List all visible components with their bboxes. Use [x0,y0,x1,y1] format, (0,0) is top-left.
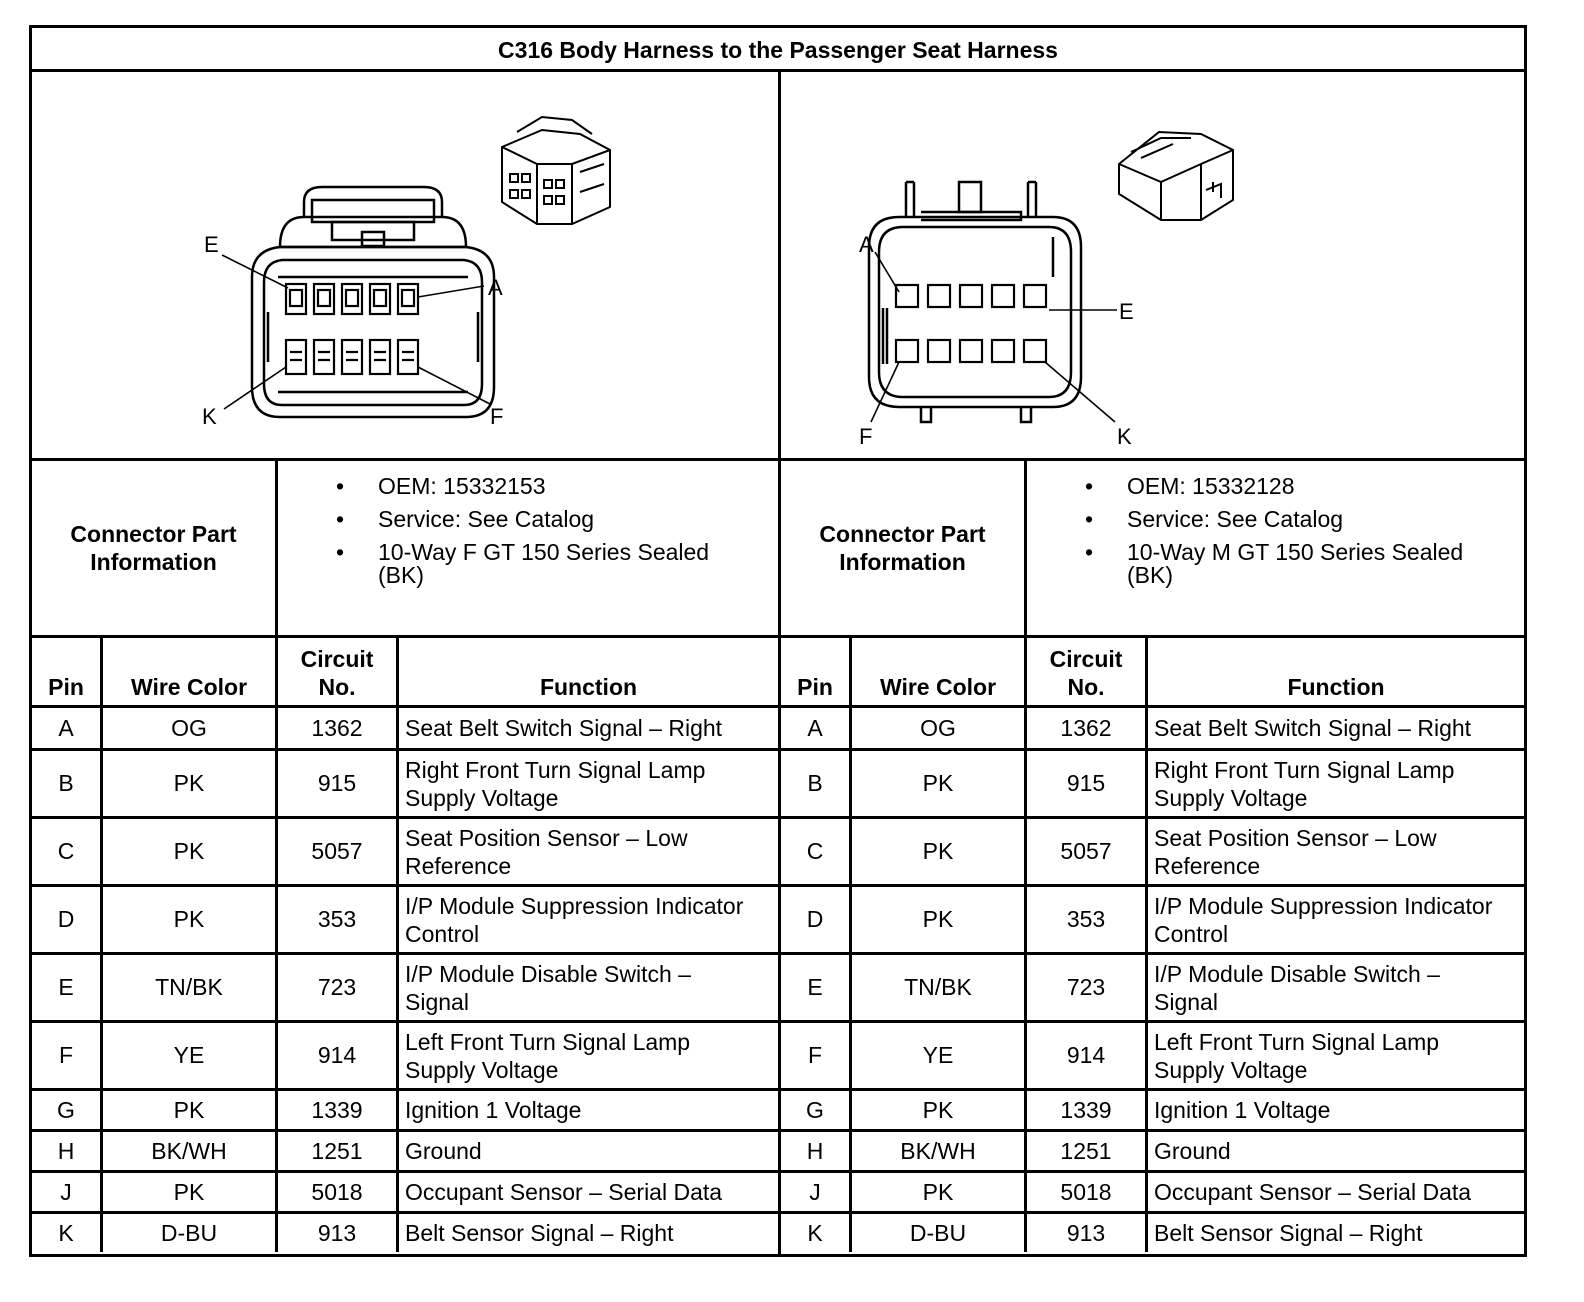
function-line: Right Front Turn Signal Lamp [405,756,706,783]
function-text [1154,1178,1471,1206]
circuit-number: 723 [317,974,357,1000]
function-line: I/P Module Disable Switch – [1154,960,1440,987]
female-connector-cavities [286,284,418,374]
function-line: Right Front Turn Signal Lamp [1154,756,1455,783]
header-function-text: Function [1287,674,1385,700]
right-table-row-wire-color [852,708,1024,748]
circuit-number: 914 [317,1042,357,1068]
right-description-cont [1027,563,1524,588]
left-table-row-circuit [278,955,396,1020]
right-table-row-wire-color [852,819,1024,884]
left-table-row-function [399,955,778,1020]
right-table-row-wire-color [852,955,1024,1020]
right-table-row-function [1148,751,1524,816]
left-table-row-circuit [278,751,396,816]
left-table-row-function [399,1214,778,1252]
circuit-number: 1251 [311,1137,363,1164]
right-table-row-circuit [1027,708,1145,748]
left-table-row-function [399,887,778,952]
function-line: Supply Voltage [1154,784,1308,811]
pin-id: K [58,1219,74,1246]
left-table-row-wire-color [103,1214,275,1252]
right-table-row-circuit [1027,1091,1145,1129]
pin-id: A [807,714,823,741]
header-wire-color-text: Wire Color [879,674,997,700]
function-text [1154,824,1437,880]
right-table-row-function [1148,1173,1524,1211]
function-line: Supply Voltage [405,1056,559,1083]
left-table-row-function [399,751,778,816]
circuit-number: 723 [1066,974,1106,1000]
left-table-row-wire-color [103,1132,275,1170]
function-line: Occupant Sensor – Serial Data [405,1179,723,1205]
circuit-number: 1362 [311,714,363,741]
left-table-row-circuit [278,1023,396,1088]
left-table-row-wire-color [103,1173,275,1211]
left-table-row-wire-color [103,1091,275,1129]
right-table-row-function [1148,1023,1524,1088]
header-circuit-text-2: No. [1067,674,1105,700]
right-part-info-list [1027,470,1524,630]
left-part-info-label-line2: Information [90,549,217,575]
function-line: I/P Module Disable Switch – [405,960,691,987]
pin-id: J [60,1178,72,1205]
wire-color: PK [173,838,205,864]
right-table-row-circuit [1027,1132,1145,1170]
header-pin-text: Pin [797,674,833,700]
right-oem-text: OEM: 15332128 [1127,473,1295,499]
right-table-row-circuit [1027,751,1145,816]
function-text [1154,1137,1231,1165]
function-text [1154,756,1454,812]
right-table-row-function [1148,887,1524,952]
wire-color: YE [173,1042,205,1068]
function-text [405,1219,674,1247]
left-table-row-wire-color [103,819,275,884]
header-circuit-text-1: Circuit [300,646,374,672]
right-part-info-label [781,461,1024,635]
bullet-icon: • [336,539,345,565]
header-circuit-text-1: Circuit [1049,646,1123,672]
right-service [1027,503,1524,536]
right-table-row-function [1148,819,1524,884]
right-table-row-pin [781,1214,849,1252]
right-part-info-label-line1: Connector Part [819,521,986,547]
left-table-row-pin [32,1132,100,1170]
pin-id: D [57,906,75,932]
function-line: Left Front Turn Signal Lamp [405,1028,691,1055]
left-table-row-wire-color [103,1023,275,1088]
right-table-row-wire-color [852,887,1024,952]
left-table-row-circuit [278,1173,396,1211]
wire-color: PK [173,1096,205,1123]
bullet-icon: • [1085,473,1094,499]
function-line: Reference [1154,852,1261,879]
right-table-row-function [1148,708,1524,748]
right-table-row-pin [781,708,849,748]
pin-id: F [58,1042,74,1068]
function-line: Seat Belt Switch Signal – Right [405,715,723,741]
function-text [405,892,743,948]
pin-id: E [58,974,74,1000]
function-text [1154,1028,1439,1084]
male-connector-iso-icon [1119,132,1233,220]
function-text [1154,1096,1330,1124]
left-header-circuit [278,638,396,705]
right-table-row-pin [781,1173,849,1211]
right-table-row-pin [781,955,849,1020]
function-text [1154,960,1440,1016]
function-text [405,960,691,1016]
circuit-number: 5018 [1060,1178,1112,1205]
function-text [405,824,688,880]
function-line: I/P Module Suppression Indicator [405,892,744,919]
left-table-row-function [399,1132,778,1170]
left-table-row-wire-color [103,708,275,748]
left-table-row-wire-color [103,751,275,816]
bullet-icon: • [1085,539,1094,565]
left-description-text2: (BK) [378,562,424,588]
function-line: Control [1154,920,1229,947]
function-line: Supply Voltage [1154,1056,1308,1083]
left-description-text: 10-Way F GT 150 Series Sealed [378,539,710,565]
right-table-row-pin [781,1091,849,1129]
left-table-row-circuit [278,1132,396,1170]
function-line: Signal [405,988,469,1015]
left-table-row-wire-color [103,955,275,1020]
function-line: Ignition 1 Voltage [405,1097,582,1123]
function-line: Seat Position Sensor – Low [405,824,688,851]
function-text [405,1096,581,1124]
circuit-number: 353 [317,906,357,932]
bullet-icon: • [336,473,345,499]
right-table-row-pin [781,819,849,884]
wire-color: PK [922,1178,954,1205]
left-description-cont [278,563,778,588]
female-callout-e: E [204,232,219,257]
function-line: Belt Sensor Signal – Right [1154,1220,1423,1246]
sheet-title: C316 Body Harness to the Passenger Seat Harness [498,36,1058,63]
left-service-text: Service: See Catalog [378,506,595,532]
function-line: Supply Voltage [405,784,559,811]
function-line: Ground [405,1138,482,1164]
right-table-row-wire-color [852,1023,1024,1088]
right-header-circuit [1027,638,1145,705]
right-table-row-pin [781,1023,849,1088]
right-table-row-wire-color [852,1091,1024,1129]
circuit-number: 915 [317,770,357,796]
wire-color: OG [920,714,956,741]
pin-id: A [58,714,74,741]
right-table-row-function [1148,955,1524,1020]
left-table-row-function [399,1173,778,1211]
left-table-row-pin [32,819,100,884]
function-line: Occupant Sensor – Serial Data [1154,1179,1472,1205]
left-table-row-pin [32,1214,100,1252]
right-table-row-wire-color [852,751,1024,816]
right-table-row-wire-color [852,1173,1024,1211]
wire-color: D-BU [909,1219,967,1246]
pin-id: B [807,770,823,796]
right-table-row-pin [781,887,849,952]
circuit-number: 5057 [311,838,363,864]
function-line: Reference [405,852,512,879]
circuit-number: 915 [1066,770,1106,796]
left-header-wire-color [103,638,275,705]
left-table-row-circuit [278,1091,396,1129]
left-oem [278,470,778,503]
wire-color: YE [922,1042,954,1068]
function-line: Control [405,920,480,947]
left-part-info-label-line1: Connector Part [70,521,237,547]
left-header-function [399,638,778,705]
left-table-row-pin [32,1091,100,1129]
right-header-function [1148,638,1524,705]
right-service-text: Service: See Catalog [1127,506,1344,532]
function-text [405,1028,690,1084]
male-callout-e: E [1119,299,1134,324]
header-wire-color-text: Wire Color [130,674,248,700]
pin-id: B [58,770,74,796]
right-table-row-circuit [1027,887,1145,952]
left-table-row-circuit [278,887,396,952]
female-connector-iso-icon [502,117,610,224]
wire-color: PK [173,906,205,932]
circuit-number: 1362 [1060,714,1112,741]
right-table-row-pin [781,1132,849,1170]
wire-color: PK [922,1096,954,1123]
left-table-row-pin [32,708,100,748]
right-table-row-circuit [1027,819,1145,884]
right-description-text: 10-Way M GT 150 Series Sealed [1127,539,1464,565]
wire-color: PK [922,770,954,796]
wire-color: PK [922,838,954,864]
function-line: Signal [1154,988,1218,1015]
circuit-number: 1339 [1060,1096,1112,1123]
function-text [405,1178,722,1206]
bullet-icon: • [336,506,345,532]
female-connector-drawing [32,72,778,458]
left-table-row-pin [32,955,100,1020]
left-table-row-function [399,1023,778,1088]
left-table-row-wire-color [103,887,275,952]
left-table-row-pin [32,887,100,952]
pin-id: J [809,1178,821,1205]
pin-tables [32,638,1524,1254]
function-line: Ignition 1 Voltage [1154,1097,1331,1123]
pin-id: K [807,1219,823,1246]
right-header-pin [781,638,849,705]
left-table-row-pin [32,751,100,816]
circuit-number: 5057 [1060,838,1112,864]
left-header-pin [32,638,100,705]
wire-color: TN/BK [155,974,223,1000]
left-service [278,503,778,536]
function-line: Left Front Turn Signal Lamp [1154,1028,1440,1055]
left-table-row-function [399,1091,778,1129]
function-text [1154,892,1492,948]
left-oem-text: OEM: 15332153 [378,473,546,499]
function-line: Belt Sensor Signal – Right [405,1220,674,1246]
function-text [1154,714,1471,742]
wire-color: PK [173,770,205,796]
function-text [1154,1219,1423,1247]
pin-id: G [806,1096,824,1123]
female-callout-k: K [202,404,217,429]
pin-id: C [806,838,824,864]
right-oem [1027,470,1524,503]
wire-color: D-BU [160,1219,218,1246]
right-table-row-wire-color [852,1214,1024,1252]
male-callout-k: K [1117,424,1132,449]
circuit-number: 913 [317,1219,357,1246]
right-table-row-circuit [1027,1173,1145,1211]
circuit-number: 913 [1066,1219,1106,1246]
circuit-number: 1251 [1060,1137,1112,1164]
pin-id: H [806,1137,824,1164]
function-text [405,756,705,812]
male-connector-cavities [896,285,1046,362]
wire-color: BK/WH [900,1137,976,1164]
right-description-text2: (BK) [1127,562,1173,588]
left-table-row-pin [32,1023,100,1088]
right-table-row-circuit [1027,955,1145,1020]
right-header-wire-color [852,638,1024,705]
function-line: Seat Belt Switch Signal – Right [1154,715,1472,741]
function-line: Seat Position Sensor – Low [1154,824,1437,851]
pin-id: D [806,906,824,932]
left-table-row-pin [32,1173,100,1211]
right-table-row-function [1148,1132,1524,1170]
pin-id: C [57,838,75,864]
function-text [405,1137,482,1165]
circuit-number: 914 [1066,1042,1106,1068]
pin-id: F [807,1042,823,1068]
pin-id: G [57,1096,75,1123]
left-table-row-function [399,819,778,884]
header-circuit-text-2: No. [318,674,356,700]
circuit-number: 5018 [311,1178,363,1205]
male-callout-a: A [859,232,874,257]
circuit-number: 353 [1066,906,1106,932]
left-table-row-circuit [278,1214,396,1252]
header-function-text: Function [539,674,638,700]
left-part-info-list [278,470,778,630]
left-table-row-circuit [278,708,396,748]
wire-color: PK [173,1178,205,1205]
right-table-row-wire-color [852,1132,1024,1170]
right-table-row-pin [781,751,849,816]
right-table-row-function [1148,1091,1524,1129]
right-table-row-circuit [1027,1023,1145,1088]
connector-sheet [29,25,1527,1257]
right-part-info-label-line2: Information [839,549,966,575]
circuit-number: 1339 [311,1096,363,1123]
wire-color: BK/WH [151,1137,227,1164]
pin-id: H [57,1137,75,1164]
header-pin-text: Pin [48,674,84,700]
male-connector-face [869,182,1081,422]
male-callout-f: F [859,424,873,449]
female-callout-f: F [490,404,504,429]
function-text [405,714,722,742]
right-table-row-circuit [1027,1214,1145,1252]
left-table-row-function [399,708,778,748]
function-line: I/P Module Suppression Indicator [1154,892,1493,919]
left-part-info-label [32,461,275,635]
female-callout-a: A [488,275,503,300]
bullet-icon: • [1085,506,1094,532]
male-connector-drawing [781,72,1524,458]
wire-color: OG [171,714,207,741]
left-table-row-circuit [278,819,396,884]
function-line: Ground [1154,1138,1231,1164]
wire-color: PK [922,906,954,932]
right-table-row-function [1148,1214,1524,1252]
pin-id: E [807,974,823,1000]
wire-color: TN/BK [904,974,972,1000]
